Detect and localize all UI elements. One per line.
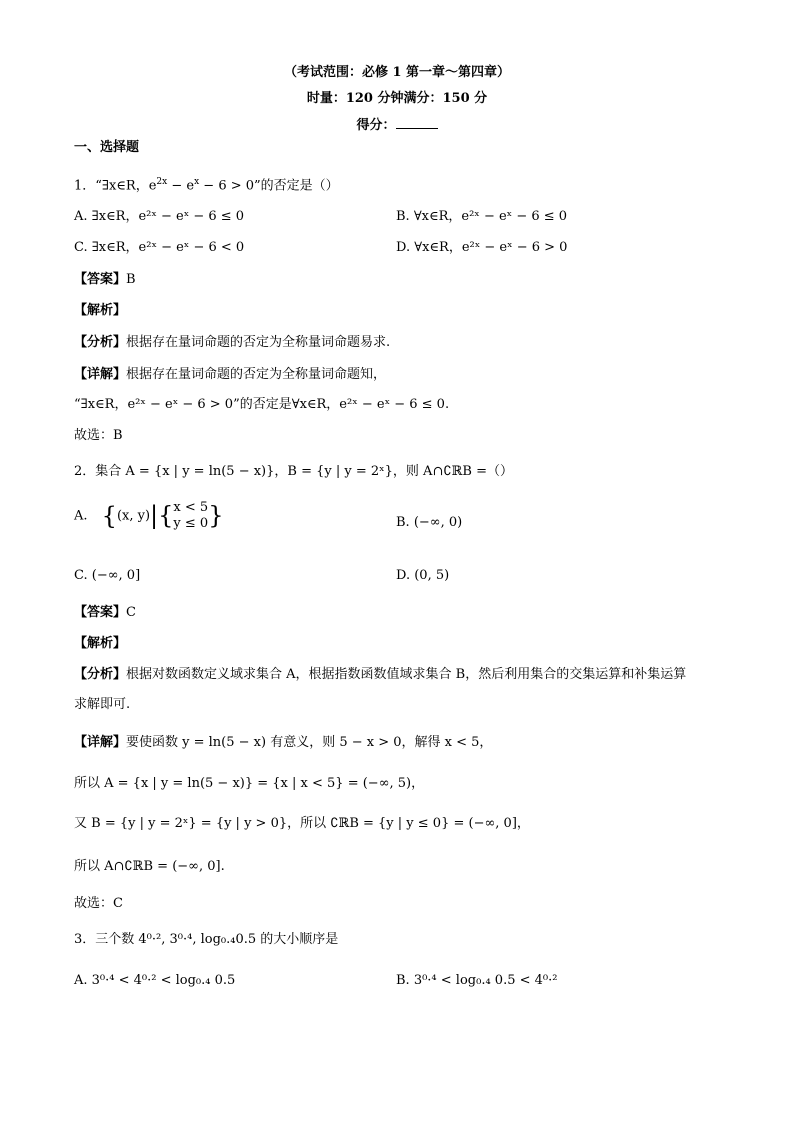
q3-option-b[interactable]: B. 3⁰·⁴ < log₀.₄ 0.5 < 4⁰·² — [396, 973, 558, 988]
q2-stem: 2．集合 A = {x | y = ln(5 − x)}，B = {y | y = 2ˣ}，则 A∩∁ℝB =（） — [74, 464, 513, 479]
time-and-score: 时量：120 分钟满分：150 分 — [306, 91, 488, 106]
q3-option-a[interactable]: A. 3⁰·⁴ < 4⁰·² < log₀.₄ 0.5 — [74, 973, 236, 988]
exam-scope: （考试范围：必修 1 第一章～第四章） — [283, 65, 511, 80]
q2-analysis-tag: 【解析】 — [74, 636, 127, 651]
q1-answer: 【答案】B — [74, 272, 136, 287]
q2-line-2: 所以 A = {x | y = ln(5 − x)} = {x | x < 5} = (−∞, 5)， — [74, 776, 425, 791]
q1-option-d[interactable]: D. ∀x∈R，e²ˣ − eˣ − 6 > 0 — [396, 240, 568, 255]
q1-option-b[interactable]: B. ∀x∈R，e²ˣ − eˣ − 6 ≤ 0 — [396, 209, 568, 224]
q2-option-d[interactable]: D. (0, 5) — [396, 568, 450, 583]
score-line — [0, 116, 794, 135]
q1-option-c[interactable]: C. ∃x∈R，e²ˣ − eˣ − 6 < 0 — [74, 240, 245, 255]
q2-fenxi: 【分析】根据对数函数定义域求集合 A，根据指数函数值域求集合 B，然后利用集合的交集运算和补集运算 — [74, 667, 687, 682]
section-title: 一、选择题 — [74, 140, 140, 155]
score-blank — [396, 116, 438, 129]
q2-xiangjie: 【详解】要使函数 y = ln(5 − x) 有意义，则 5 − x > 0，解得 x < 5， — [74, 735, 493, 750]
q1-xiangjie: 【详解】根据存在量词命题的否定为全称量词命题知， — [74, 367, 387, 382]
score-label: 得分： — [356, 118, 396, 133]
q1-xiangjie-2: “∃x∈R，e²ˣ − eˣ − 6 > 0”的否定是∀x∈R，e²ˣ − eˣ − 6 ≤ 0. — [74, 397, 450, 412]
q1-option-a[interactable]: A. ∃x∈R，e²ˣ − eˣ − 6 ≤ 0 — [74, 209, 245, 224]
q1-stem: 1．“∃x∈R，$e^{2x} - e^x - 6 > 0$”的否定是（） — [74, 177, 339, 194]
q2-fenxi-2: 求解即可. — [74, 697, 131, 712]
q2-option-b[interactable]: B. (−∞, 0) — [396, 515, 463, 530]
q2-answer: 【答案】C — [74, 605, 136, 620]
q3-stem: 3．三个数 4⁰·², 3⁰·⁴, log₀.₄0.5 的大小顺序是 — [74, 932, 339, 947]
q1-fenxi: 【分析】根据存在量词命题的否定为全称量词命题易求. — [74, 335, 391, 350]
q1-analysis-tag: 【解析】 — [74, 303, 127, 318]
q2-line-3: 又 B = {y | y = 2ˣ} = {y | y > 0}，所以 ∁ℝB = {y | y ≤ 0} = (−∞, 0]， — [74, 816, 530, 831]
q2-line-4: 所以 A∩∁ℝB = (−∞, 0]. — [74, 859, 225, 874]
q2-option-a[interactable]: A. {(x, y)|{ x < 5 y ≤ 0 } — [74, 500, 224, 531]
q2-choice: 故选：C — [74, 896, 123, 911]
q2-option-c[interactable]: C. (−∞, 0] — [74, 568, 141, 583]
q1-choice: 故选：B — [74, 428, 123, 443]
